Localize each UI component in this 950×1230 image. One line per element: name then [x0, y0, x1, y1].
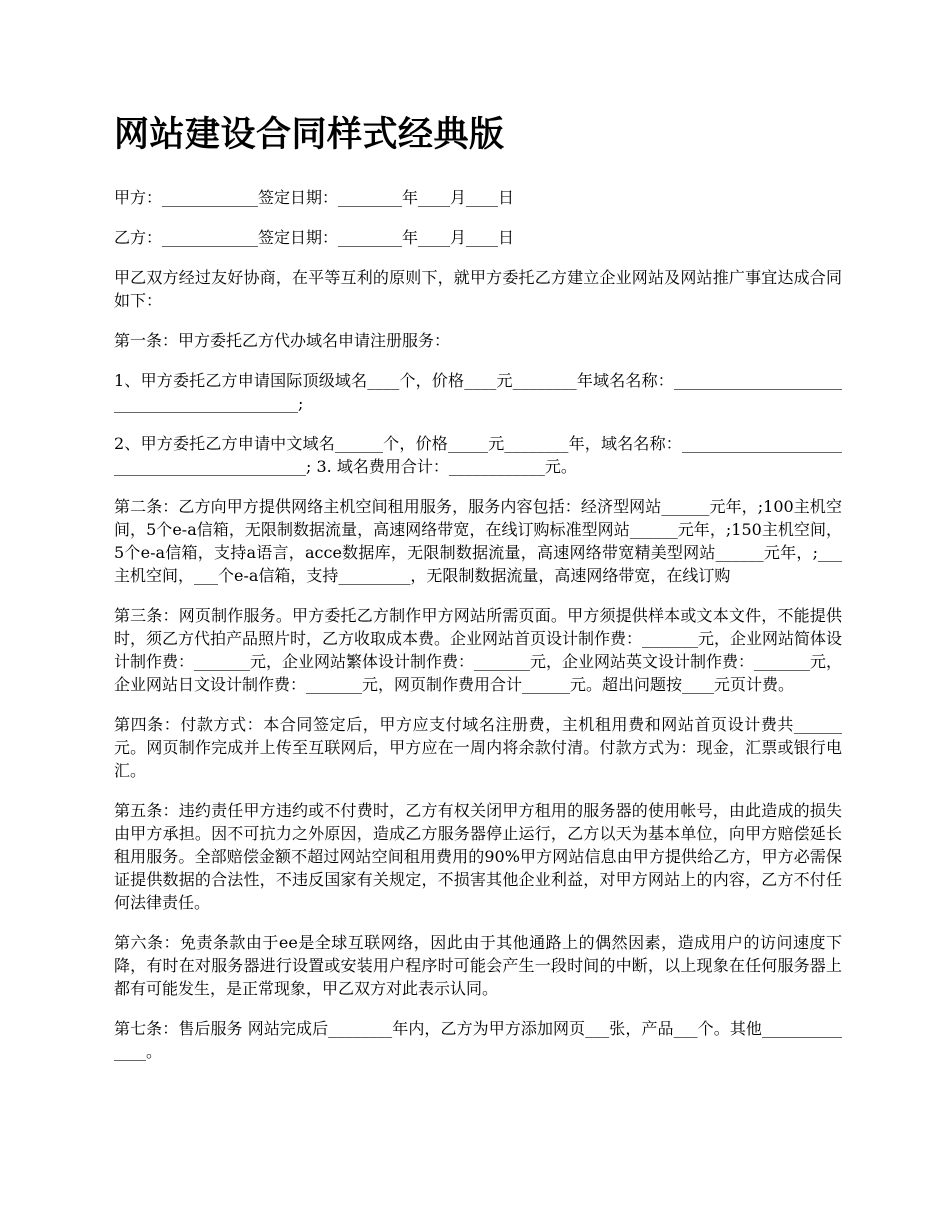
party-b-line: 乙方：____________签定日期：________年____月____日 [114, 228, 515, 247]
article-4: 第四条：付款方式：本合同签定后，甲方应支付域名注册费，主机租用费和网站首页设计费共______元。网页制作完成并上传至互联网后，甲方应在一周内将余款付清。付款方式为：现金，汇票或银行电汇。 [114, 715, 842, 780]
article-2: 第二条：乙方向甲方提供网络主机空间租用服务，服务内容包括：经济型网站______元年，;100主机空间，5个e-a信箱，无限制数据流量，高速网络带宽，在线订购标准型网站______元年，;150主机空间，5个e-a信箱，支持a语言，acce数据库，无限制数据流量，高速网络带宽精美型网站______元年，;___主机空间，___个e-a信箱，支持_________，无限制数据流量，高速网络带宽，在线订购 [114, 497, 842, 585]
article-3: 第三条：网页制作服务。甲方委托乙方制作甲方网站所需页面。甲方须提供样本或文本文件，不能提供时，须乙方代拍产品照片时，乙方收取成本费。企业网站首页设计制作费：_______元，企业网站简体设计制作费：_______元，企业网站繁体设计制作费：_______元，企业网站英文设计制作费：_______元，企业网站日文设计制作费：_______元，网页制作费用合计______元。超出问题按____元页计费。 [114, 606, 843, 694]
article-1-item-1: 1、甲方委托乙方申请国际顶级域名____个，价格____元________年域名名称：____________________________________________; [114, 371, 842, 413]
article-5: 第五条：违约责任甲方违约或不付费时，乙方有权关闭甲方租用的服务器的使用帐号，由此造成的损失由甲方承担。因不可抗力之外原因，造成乙方服务器停止运行，乙方以天为基本单位，向甲方赔偿延长租用服务。全部赔偿金额不超过网站空间租用费用的90%甲方网站信息由甲方提供给乙方，甲方必需保证提供数据的合法性，不违反国家有关规定，不损害其他企业利益，对甲方网站上的内容，乙方不付任何法律责任。 [114, 801, 842, 912]
document-title: 网站建设合同样式经典版 [114, 115, 505, 155]
contract-document [114, 112, 842, 1080]
party-a-line: 甲方：____________签定日期：________年____月____日 [114, 188, 515, 207]
article-1-heading: 第一条：甲方委托乙方代办域名申请注册服务： [114, 331, 451, 350]
article-1-item-2: 2、甲方委托乙方申请中文域名______个，价格_____元________年，域名名称：____________________________________________; 3. 域名费用合计：____________元。 [114, 434, 842, 476]
intro-paragraph: 甲乙双方经过友好协商，在平等互利的原则下，就甲方委托乙方建立企业网站及网站推广事宜达成合同如下： [114, 268, 842, 310]
article-6: 第六条：免责条款由于ee是全球互联网络，因此由于其他通路上的偶然因素，造成用户的访问速度下降，有时在对服务器进行设置或安装用户程序时可能会产生一段时间的中断，以上现象在任何服务器上都有可能发生，是正常现象，甲乙双方对此表示认同。 [114, 933, 842, 998]
article-7: 第七条：售后服务 网站完成后________年内，乙方为甲方添加网页___张，产品___个。其他______________。 [114, 1019, 842, 1061]
